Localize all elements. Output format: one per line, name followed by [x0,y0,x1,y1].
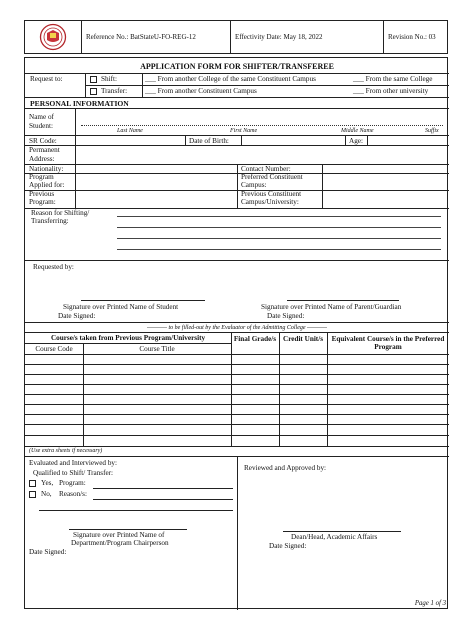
shift-label: Shift: [101,75,117,83]
chairperson-signature-caption-2: Department/Program Chairperson [71,539,169,547]
extra-sheets-note: (Use extra sheets if necessary) [29,448,103,454]
qualified-label: Qualified to Shift/ Transfer: [33,469,114,477]
name-of-student-label: Name of Student: [29,113,54,130]
transfer-label: Transfer: [101,87,128,95]
nationality-label: Nationality: [29,165,64,173]
table-row[interactable] [25,435,449,436]
course-code-header: Course Code [35,345,73,353]
option-same-college: ___ From the same College [353,75,433,83]
equivalent-course-header: Equivalent Course/s in the Preferred Program [331,335,445,351]
program-input[interactable] [93,488,233,489]
parent-signature-line[interactable] [287,300,399,301]
final-grades-header: Final Grade/s [233,335,277,343]
personal-info-heading: PERSONAL INFORMATION [30,99,129,108]
dean-caption: Dean/Head, Academic Affairs [291,533,378,541]
transfer-checkbox[interactable] [90,88,97,95]
suffix-caption: Suffix [425,128,439,134]
reason-line-3[interactable] [117,238,441,239]
student-signature-caption: Signature over Printed Name of Student [63,303,179,311]
form-title: APPLICATION FORM FOR SHIFTER/TRANSFEREE [140,62,334,71]
table-row[interactable] [25,384,449,385]
dean-date-signed: Date Signed: [269,542,307,550]
table-row[interactable] [25,404,449,405]
no-label: No, [41,490,52,498]
last-name-caption: Last Name [117,128,143,134]
application-form [24,57,448,609]
reason-line-2[interactable] [117,227,441,228]
course-title-header: Course Title [139,345,175,353]
parent-date-signed: Date Signed: [267,312,305,320]
program-label: Program: [59,479,86,487]
option-other-university: ___ From other university [353,87,429,95]
chairperson-signature-line[interactable] [69,529,187,530]
previous-campus-label: Previous Constituent Campus/University: [241,190,302,206]
permanent-address-label: Permanent Address: [29,146,60,163]
option-another-college: ___ From another College of the same Constituent Campus [145,75,316,83]
shift-checkbox[interactable] [90,76,97,83]
table-row[interactable] [25,394,449,395]
chairperson-signature-caption-1: Signature over Printed Name of [73,531,165,539]
reviewed-by-label: Reviewed and Approved by: [244,464,327,472]
evaluated-by-label: Evaluated and Interviewed by: [29,459,118,467]
reasons-label: Reason/s: [59,490,87,498]
page-number: Page 1 of 3 [414,600,446,607]
student-date-signed: Date Signed: [58,312,96,320]
table-row[interactable] [25,364,449,365]
yes-checkbox[interactable] [29,480,36,487]
dean-signature-line[interactable] [283,531,401,532]
reason-label: Reason for Shifting/ Transferring: [31,209,90,225]
date-of-birth-label: Date of Birth: [189,137,229,145]
revision-number: Revision No.: 03 [383,21,449,53]
parent-signature-caption: Signature over Printed Name of Parent/Guardian [261,303,402,311]
contact-number-label: Contact Number: [241,165,291,173]
reasons-input-1[interactable] [93,499,233,500]
preferred-campus-label: Preferred Constituent Campus: [241,173,303,189]
document-header [24,20,448,54]
table-row[interactable] [25,424,449,425]
first-name-caption: First Name [230,128,258,134]
requested-by-label: Requested by: [33,263,74,271]
yes-label: Yes, [41,479,54,487]
sr-code-label: SR Code: [29,137,57,145]
reference-number: Reference No.: BatStateU-FO-REG-12 [81,21,193,53]
middle-name-caption: Middle Name [341,128,374,134]
option-another-campus: ___ From another Constituent Campus [145,87,257,95]
reason-line-4[interactable] [117,249,441,250]
student-signature-line[interactable] [81,300,205,301]
chairperson-date-signed: Date Signed: [29,548,67,556]
no-checkbox[interactable] [29,491,36,498]
table-row[interactable] [25,374,449,375]
courses-taken-header: Course/s taken from Previous Program/University [50,334,206,342]
previous-program-label: Previous Program: [29,190,56,206]
student-name-field[interactable] [81,125,443,126]
reasons-input-2[interactable] [39,510,233,511]
program-applied-label: Program Applied for: [29,173,65,189]
age-label: Age: [349,137,363,145]
request-to-label: Request to: [30,75,63,83]
effectivity-date: Effectivity Date: May 18, 2022 [230,21,380,53]
credit-units-header: Credit Unit/s [283,335,323,343]
table-row[interactable] [25,414,449,415]
university-seal-icon [29,23,77,51]
evaluator-note: ---------- to be filled-out by the Evaluator of the Admitting College ---------- [147,325,327,331]
reason-line-1[interactable] [117,216,441,217]
